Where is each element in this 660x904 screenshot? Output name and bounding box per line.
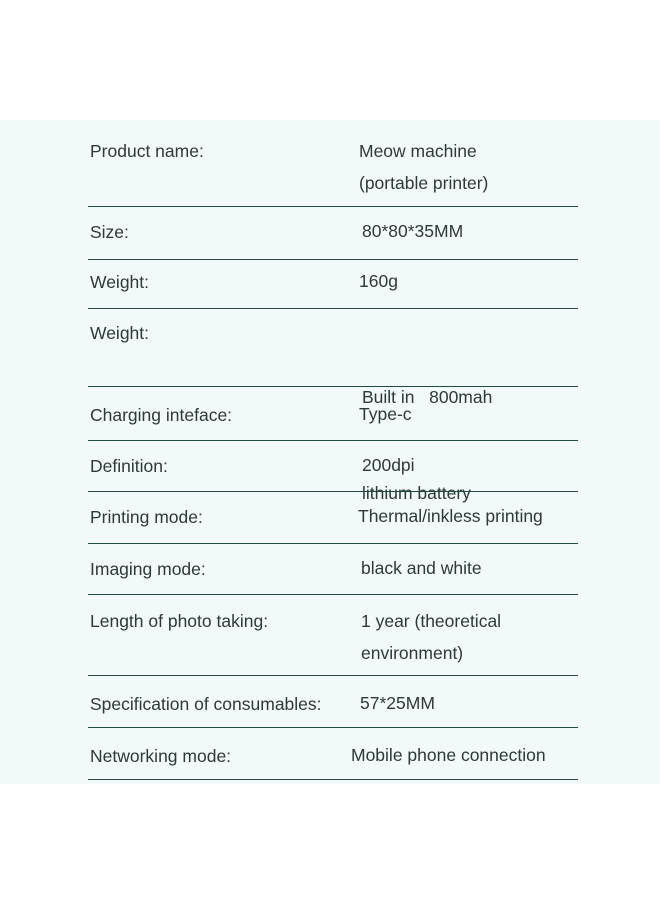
- spec-value: [359, 265, 398, 297]
- spec-value-line: 160g: [359, 271, 398, 291]
- spec-value-line: environment): [361, 643, 464, 663]
- spec-value-line: Built in 800mah: [362, 387, 493, 407]
- spec-label: Charging inteface:: [90, 405, 233, 425]
- spec-value-line: 57*25MM: [360, 693, 435, 713]
- spec-row-weight: [88, 260, 578, 309]
- spec-value-line: Meow machine: [359, 141, 477, 161]
- spec-value: [359, 398, 412, 430]
- spec-label: Specification of consumables:: [90, 694, 322, 714]
- spec-value: [362, 449, 415, 481]
- spec-label: Length of photo taking:: [90, 611, 269, 631]
- spec-row-printing-mode: [88, 492, 578, 544]
- spec-label: Weight:: [90, 323, 150, 343]
- spec-row-consumables: [88, 676, 578, 728]
- spec-value: [358, 500, 543, 532]
- spec-row-charging-interface: [88, 387, 578, 441]
- spec-value-line: 200dpi: [362, 455, 415, 475]
- spec-value-line: Type-c: [359, 404, 412, 424]
- spec-value-line: lithium battery: [362, 483, 471, 503]
- spec-value: [361, 605, 501, 669]
- spec-value-line: 1 year (theoretical: [361, 611, 502, 631]
- spec-label: Size:: [90, 222, 129, 242]
- spec-value-line: black and white: [361, 558, 482, 578]
- spec-value-line: 80*80*35MM: [362, 221, 464, 241]
- spec-value-line: Mobile phone connection: [351, 745, 546, 765]
- spec-row-definition: [88, 441, 578, 492]
- spec-value: [360, 687, 435, 719]
- spec-row-product-name: [88, 130, 578, 207]
- spec-label: Definition:: [90, 456, 168, 476]
- spec-row-imaging-mode: [88, 544, 578, 595]
- spec-value: [351, 739, 546, 771]
- spec-row-networking-mode: [88, 728, 578, 780]
- spec-row-size: [88, 207, 578, 260]
- spec-row-photo-length: [88, 595, 578, 676]
- spec-label: Product name:: [90, 141, 204, 161]
- spec-value: [362, 215, 463, 247]
- spec-label: Imaging mode:: [90, 559, 206, 579]
- spec-label: Weight:: [90, 272, 150, 292]
- spec-value-line: Thermal/inkless printing: [358, 506, 543, 526]
- spec-value: [359, 135, 488, 199]
- spec-table: [88, 130, 578, 780]
- spec-label: Networking mode:: [90, 746, 232, 766]
- spec-value: [361, 552, 482, 584]
- spec-value-line: (portable printer): [359, 173, 489, 193]
- spec-label: Printing mode:: [90, 507, 203, 527]
